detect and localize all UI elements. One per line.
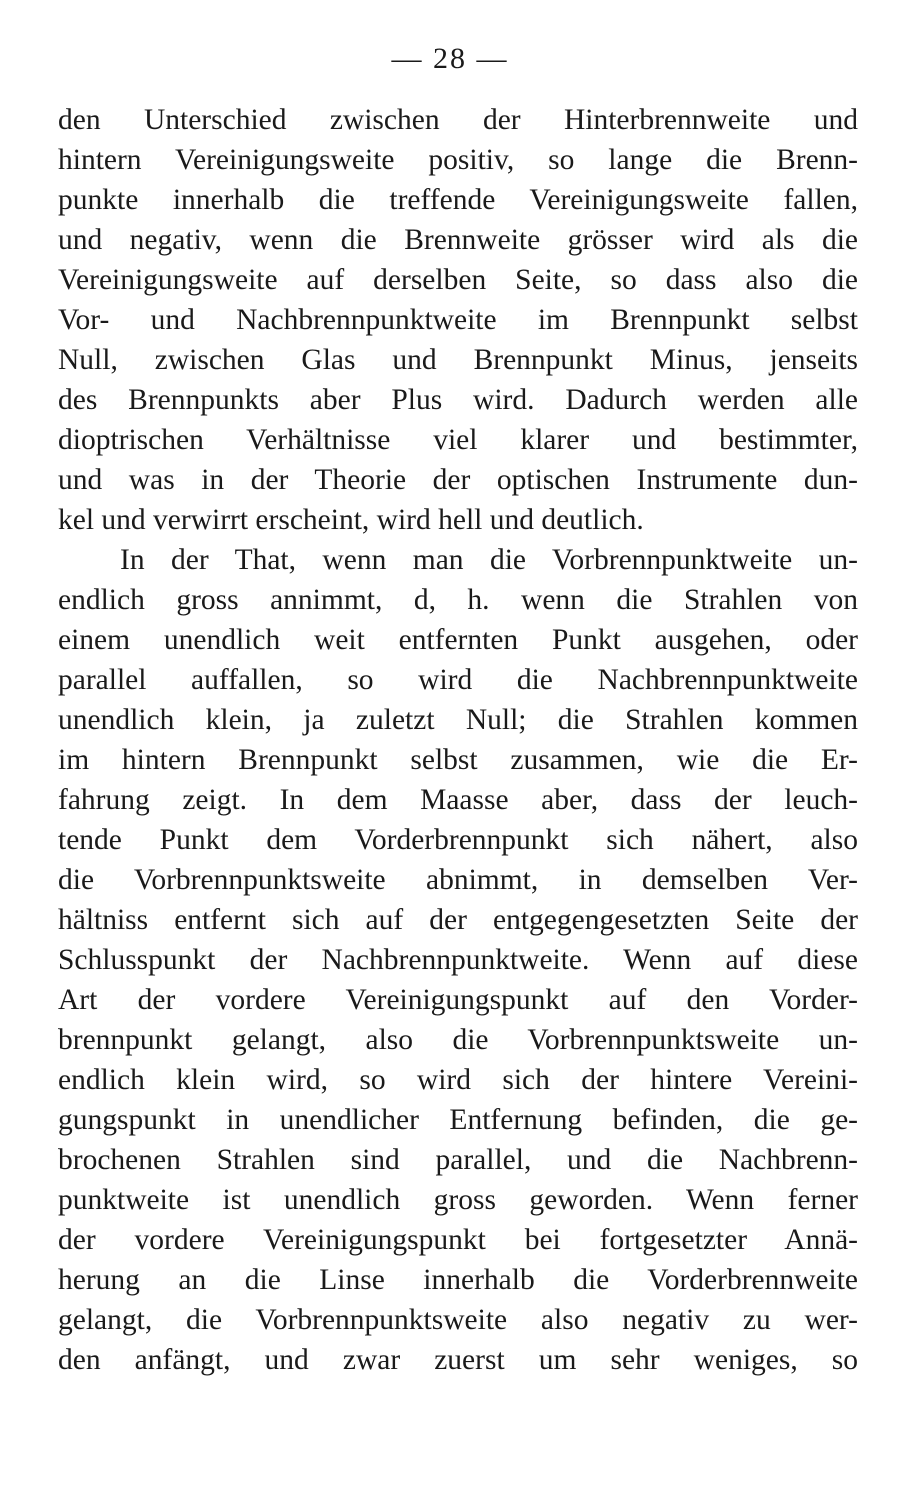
text-line: des Brennpunkts aber Plus wird. Dadurch werden alle (58, 384, 858, 416)
text-line: einem unendlich weit entfernten Punkt ausgehen, oder (58, 624, 858, 656)
text-line: unendlich klein, ja zuletzt Null; die Strahlen kommen (58, 704, 858, 736)
text-line: dioptrischen Verhältnisse viel klarer und bestimmter, (58, 424, 858, 456)
text-line: brochenen Strahlen sind parallel, und die Nachbrenn- (58, 1144, 858, 1176)
text-line: Vereinigungsweite auf derselben Seite, so dass also die (58, 264, 858, 296)
text-line: der vordere Vereinigungspunkt bei fortgesetzter Annä- (58, 1224, 858, 1256)
text-line: fahrung zeigt. In dem Maasse aber, dass der leuch- (58, 784, 858, 816)
text-line: Schlusspunkt der Nachbrennpunktweite. Wenn auf diese (58, 944, 858, 976)
text-line: Art der vordere Vereinigungspunkt auf den Vorder- (58, 984, 858, 1016)
text-line: und negativ, wenn die Brennweite grösser wird als die (58, 224, 858, 256)
text-line: im hintern Brennpunkt selbst zusammen, wie die Er- (58, 744, 858, 776)
paragraph-2 (58, 540, 858, 1380)
text-line: den Unterschied zwischen der Hinterbrennweite und (58, 104, 858, 136)
text-line: parallel auffallen, so wird die Nachbrennpunktweite (58, 664, 858, 696)
text-line: und was in der Theorie der optischen Instrumente dun- (58, 464, 858, 496)
text-line: gungspunkt in unendlicher Entfernung befinden, die ge- (58, 1104, 858, 1136)
text-line: In der That, wenn man die Vorbrennpunktweite un- (120, 544, 858, 576)
text-line: Null, zwischen Glas und Brennpunkt Minus, jenseits (58, 344, 858, 376)
text-line: brennpunkt gelangt, also die Vorbrennpunktsweite un- (58, 1024, 858, 1056)
text-line: die Vorbrennpunktsweite abnimmt, in demselben Ver- (58, 864, 858, 896)
paragraph-1 (58, 100, 858, 540)
text-line: punktweite ist unendlich gross geworden. Wenn ferner (58, 1184, 858, 1216)
text-line: herung an die Linse innerhalb die Vorderbrennweite (58, 1264, 858, 1296)
text-line: den anfängt, und zwar zuerst um sehr weniges, so (58, 1344, 858, 1376)
text-line: gelangt, die Vorbrennpunktsweite also negativ zu wer- (58, 1304, 858, 1336)
text-line: hintern Vereinigungsweite positiv, so lange die Brenn- (58, 144, 858, 176)
text-line: tende Punkt dem Vorderbrennpunkt sich nähert, also (58, 824, 858, 856)
text-line: Vor- und Nachbrennpunktweite im Brennpunkt selbst (58, 304, 858, 336)
text-line: endlich klein wird, so wird sich der hintere Vereini- (58, 1064, 858, 1096)
text-line: kel und verwirrt erscheint, wird hell und deutlich. (58, 504, 644, 536)
body-text (58, 100, 858, 1380)
text-line: punkte innerhalb die treffende Vereinigungsweite fallen, (58, 184, 858, 216)
page-number: — 28 — (391, 42, 509, 75)
text-line: endlich gross annimmt, d, h. wenn die Strahlen von (58, 584, 858, 616)
text-line: hältniss entfernt sich auf der entgegengesetzten Seite der (58, 904, 858, 936)
